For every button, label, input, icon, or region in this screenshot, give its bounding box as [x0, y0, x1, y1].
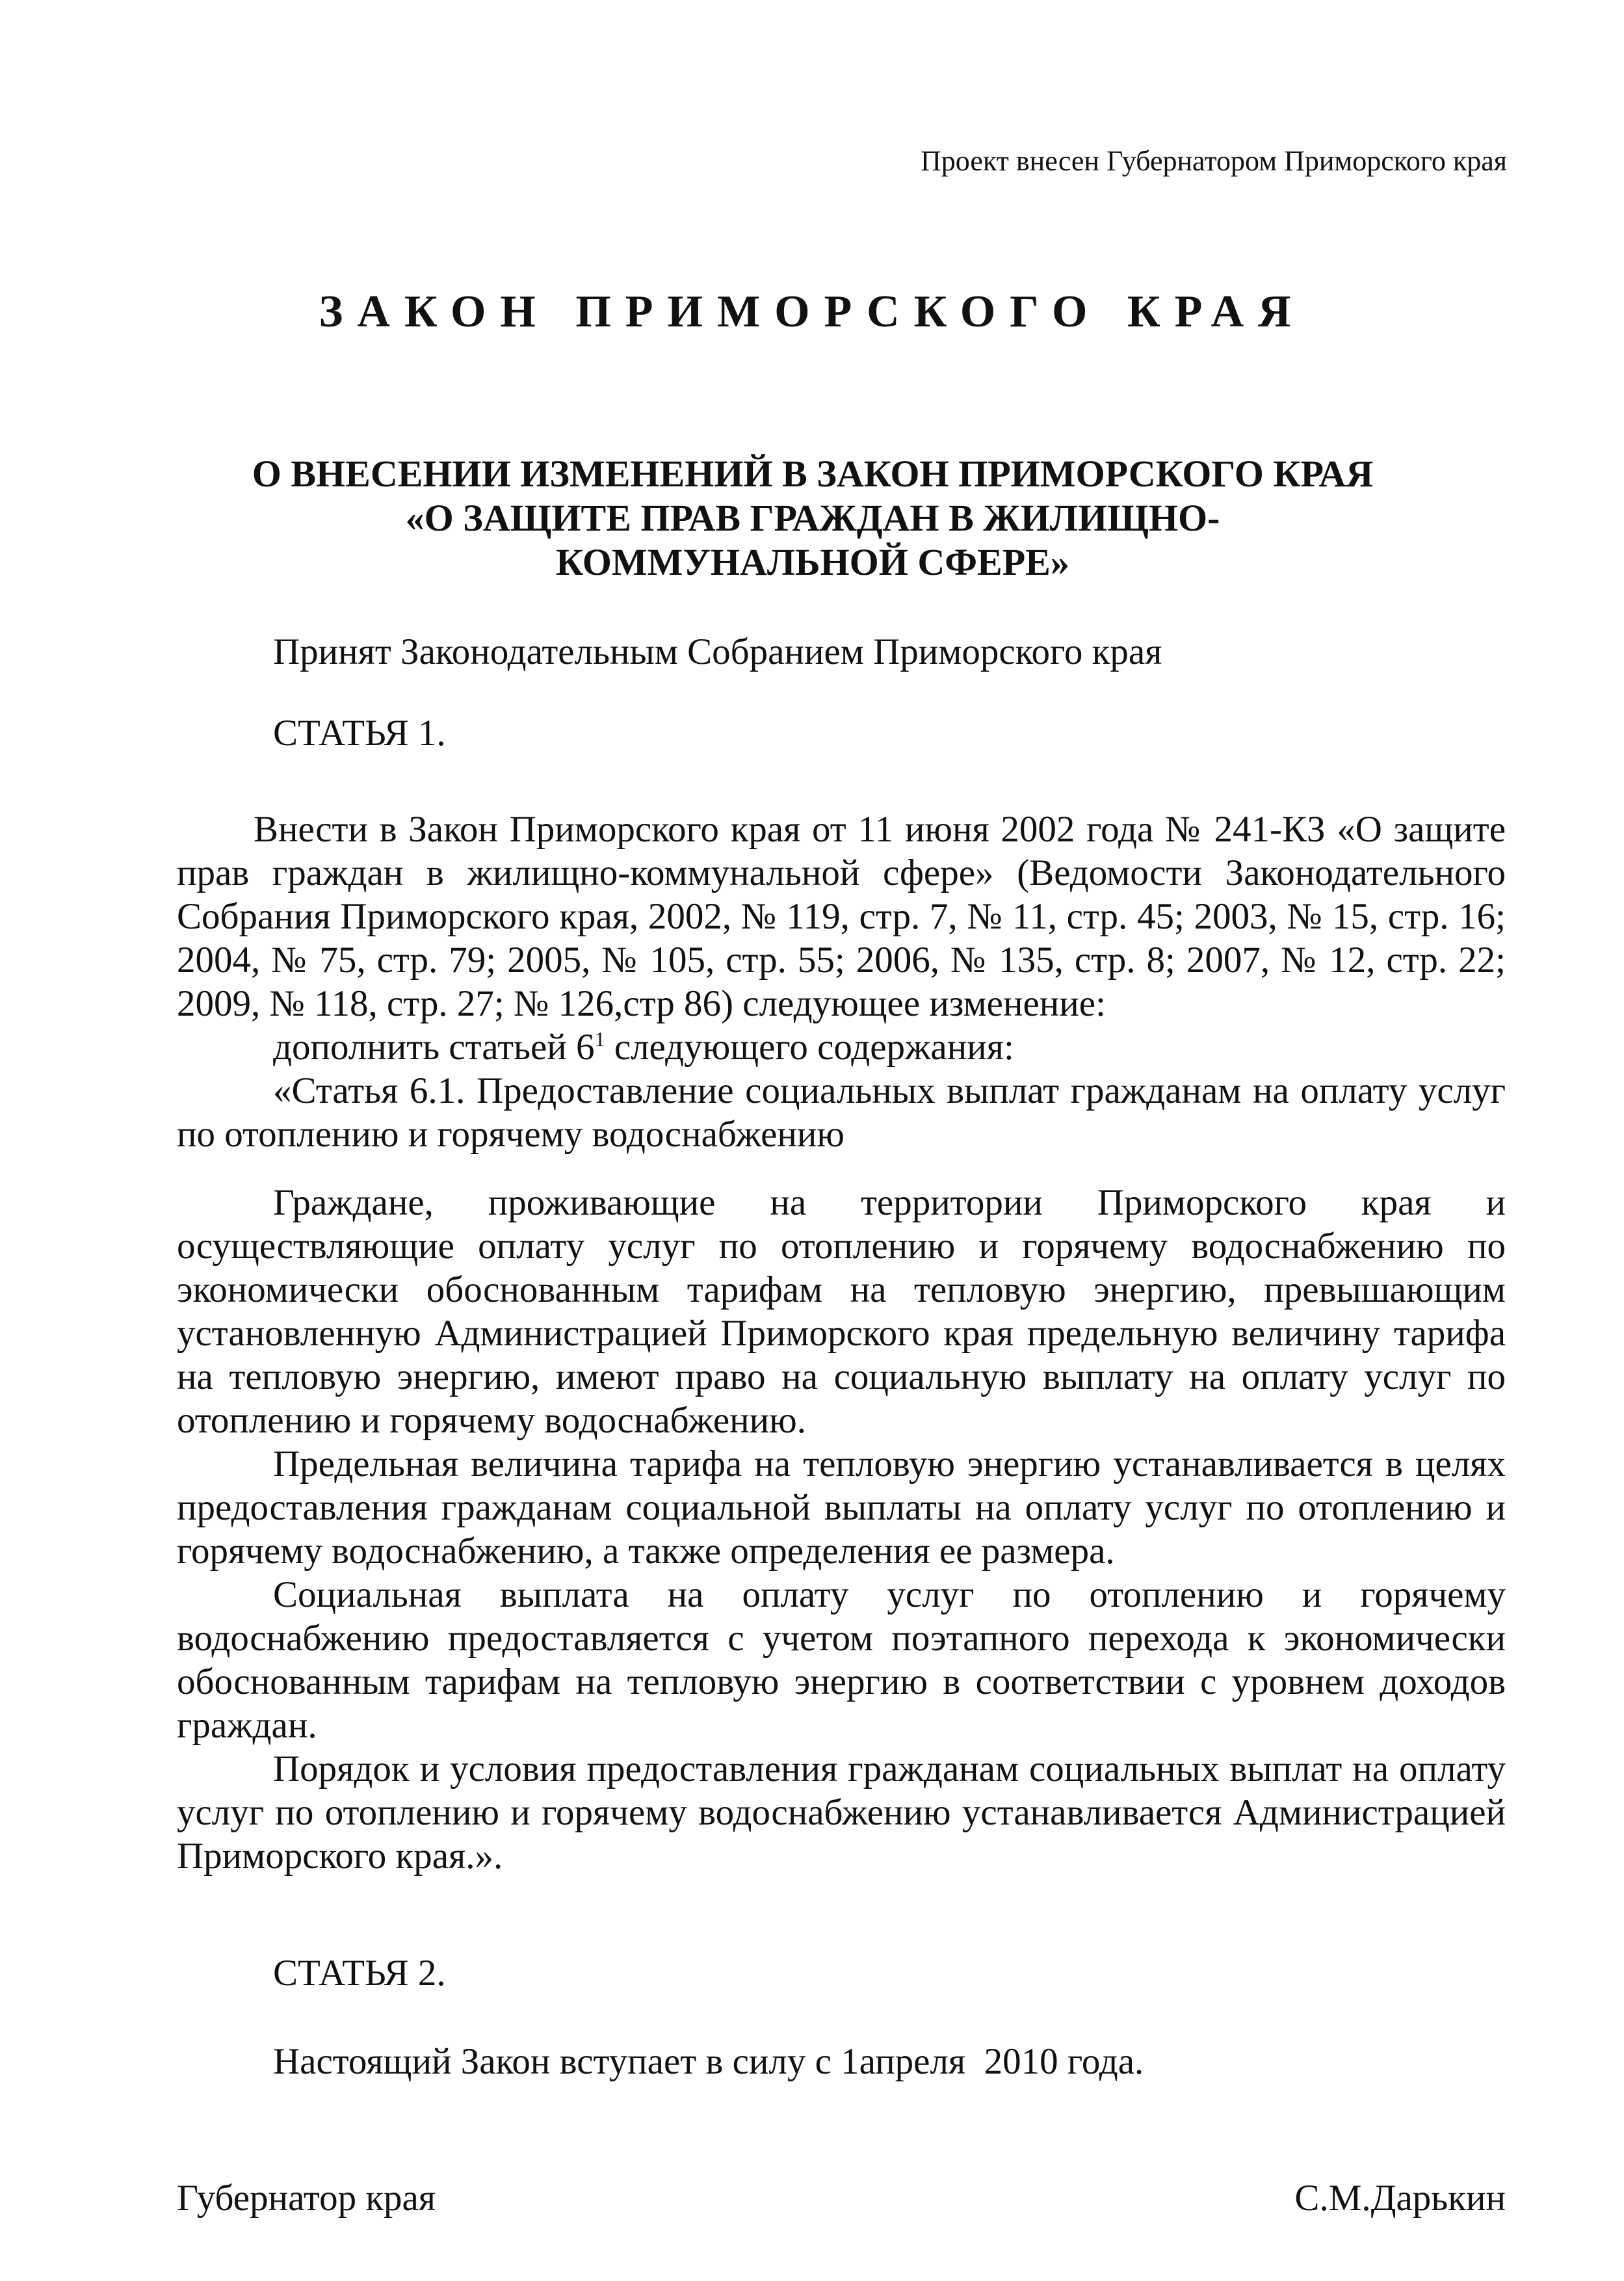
article-1-heading: СТАТЬЯ 1. [273, 713, 446, 754]
article-1-intro: Внести в Закон Приморского края от 11 июня 2002 года № 241-КЗ «О защите прав граждан в жилищно-коммунальной сфере» (Ведомости Законодательного Собрания Приморского края, 2002, № 119, стр. 7, № 11, стр. 45; 2003, № 15, стр. 16; 2004, № 75, стр. 79; 2005, № 105, стр. 55; 2006, № 135, стр. 8; 2007, № 12, стр. 22; 2009, № 118, стр. 27; № 126,стр 86) следующее изменение: [177, 809, 1506, 1024]
supplement-before: дополнить статьей 6 [273, 1027, 595, 1068]
header-note: Проект внесен Губернатором Приморского края [921, 145, 1507, 177]
article-1-body [177, 808, 1506, 1878]
paragraph: Социальная выплата на оплату услуг по отоплению и горячему водоснабжению предоставляется с учетом поэтапного перехода к экономически обоснованным тарифам на тепловую энергию в соответствии с уровнем доходов граждан. [177, 1574, 1506, 1746]
document-subtitle: О ВНЕСЕНИИ ИЗМЕНЕНИЙ В ЗАКОН ПРИМОРСКОГО КРАЯ «О ЗАЩИТЕ ПРАВ ГРАЖДАН В ЖИЛИЩНО-КОММУНАЛЬНОЙ СФЕРЕ» [252, 453, 1374, 583]
paragraph: Предельная величина тарифа на тепловую энергию устанавливается в целях предоставления гражданам социальной выплаты на оплату услуг по отоплению и горячему водоснабжению, а также определения ее размера. [177, 1444, 1506, 1572]
article-2-text: Настоящий Закон вступает в силу с 1апреля 2010 года. [273, 2041, 1144, 2082]
supplement-sup: 1 [594, 1027, 605, 1051]
supplement-line [177, 1025, 1506, 1069]
adopted-note: Принят Законодательным Собранием Приморского края [273, 631, 1162, 672]
paragraph: Граждане, проживающие на территории Приморского края и осуществляющие оплату услуг по отоплению и горячему водоснабжению по экономически обоснованным тарифам на тепловую энергию, превышающим установленную Администрацией Приморского края предельную величину тарифа на тепловую энергию, имеют право на социальную выплату на оплату услуг по отоплению и горячему водоснабжению. [177, 1182, 1506, 1441]
document-title: ЗАКОН ПРИМОРСКОГО КРАЯ [319, 287, 1305, 337]
signature-position: Губернатор края [177, 2178, 436, 2219]
supplement-after: следующего содержания: [605, 1027, 1014, 1068]
signature-name: С.М.Дарькин [1294, 2178, 1506, 2219]
paragraph: Порядок и условия предоставления гражданам социальных выплат на оплату услуг по отоплению и горячему водоснабжению устанавливается Администрацией Приморского края.». [177, 1748, 1506, 1877]
new-article-title: «Статья 6.1. Предоставление социальных выплат гражданам на оплату услуг по отоплению и горячему водоснабжению [177, 1070, 1506, 1155]
article-2-heading: СТАТЬЯ 2. [273, 1953, 446, 1994]
